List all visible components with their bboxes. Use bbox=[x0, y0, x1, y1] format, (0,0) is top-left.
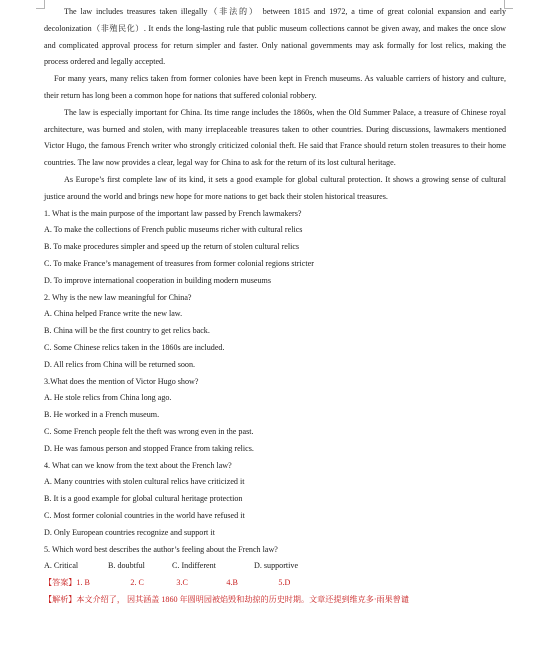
question-3 bbox=[44, 374, 506, 458]
answer-option: A. China helped France write the new law. bbox=[44, 309, 183, 319]
answer-option: D. supportive bbox=[254, 561, 299, 571]
answer-key-item: 5.D bbox=[278, 578, 291, 588]
analysis-text: 本文介绍了， 因其涵盖 1860 年圆明园被焰毁和劫掠的历史时期。文章还提到维克多·雨果曾谴 bbox=[76, 594, 409, 604]
answer-key-item: 2. C bbox=[130, 578, 144, 588]
answer-option: B. It is a good example for global cultural heritage protection bbox=[44, 494, 243, 504]
answer-option: B. He worked in a French museum. bbox=[44, 410, 160, 420]
answer-option: C. Most former colonial countries in the world have refused it bbox=[44, 510, 245, 520]
answer-option: D. Only European countries recognize and support it bbox=[44, 527, 215, 537]
answer-option: A. He stole relics from China long ago. bbox=[44, 393, 172, 403]
answer-key bbox=[44, 575, 506, 592]
analysis-label: 【解析】 bbox=[44, 594, 77, 604]
question-stem: 4. What can we know from the text about the French law? bbox=[44, 460, 232, 470]
passage-paragraph: The law includes treasures taken illegally（非法的） between 1815 and 1972, a time of great colonial expansion and early decolonization（非殖民化）. It ends the long-lasting rule that public museum collections cannot be given away, and makes the once slow and complicated approval process for return simpler and faster. Only national governments may ask formally for lost relics, making the process ordered and legally accepted. bbox=[44, 7, 506, 67]
answer-option: D. He was famous person and stopped France from taking relics. bbox=[44, 443, 254, 453]
answer-option: B. doubtful bbox=[108, 561, 145, 571]
document-page bbox=[44, 4, 506, 609]
answer-option: B. China will be the first country to get relics back. bbox=[44, 326, 210, 336]
question-5 bbox=[44, 542, 506, 576]
answer-key-item: 4.B bbox=[226, 578, 238, 588]
answer-key-label: 【答案】 bbox=[44, 578, 77, 588]
answer-option: C. Some French people felt the theft was wrong even in the past. bbox=[44, 426, 254, 436]
answer-option: D. All relics from China will be returned soon. bbox=[44, 359, 196, 369]
answer-option: C. To make France’s management of treasures from former colonial regions stricter bbox=[44, 258, 314, 268]
answer-key-item: 1. B bbox=[76, 578, 90, 588]
question-4 bbox=[44, 458, 506, 542]
answer-option: C. Indifferent bbox=[172, 561, 216, 571]
question-stem: 5. Which word best describes the author’s feeling about the French law? bbox=[44, 544, 278, 554]
analysis bbox=[44, 592, 506, 609]
answer-key-item: 3.C bbox=[176, 578, 188, 588]
question-stem: 3.What does the mention of Victor Hugo show? bbox=[44, 376, 199, 386]
passage-paragraph: For many years, many relics taken from former colonies have been kept in French museums. As valuable carriers of history and culture, their return has long been a common hope for nations that suffered colonial robbery. bbox=[44, 74, 506, 100]
passage-paragraph: The law is especially important for China. Its time range includes the 1860s, when the Old Summer Palace, a treasure of Chinese royal architecture, was burned and stolen, with many irreplaceable treasures taken to other countries. During discussions, lawmakers mentioned Victor Hugo, the famous French writer who strongly criticized colonial theft. He said that France should return stolen treasures to their home countries. The law now provides a clear, legal way for China to ask for the return of its lost cultural heritage. bbox=[44, 107, 506, 168]
question-stem: 2. Why is the new law meaningful for China? bbox=[44, 292, 192, 302]
answer-option: D. To improve international cooperation in building modern museums bbox=[44, 275, 271, 285]
answer-option: B. To make procedures simpler and speed up the return of stolen cultural relics bbox=[44, 242, 300, 252]
answer-option: A. To make the collections of French public museums richer with cultural relics bbox=[44, 225, 303, 235]
question-1 bbox=[44, 206, 506, 290]
inline-options bbox=[44, 558, 506, 575]
answer-option: C. Some Chinese relics taken in the 1860s are included. bbox=[44, 342, 225, 352]
passage-paragraph: As Europe’s first complete law of its kind, it sets a good example for global cultural protection. It shows a growing sense of cultural justice around the world and brings new hope for more nations to get back their stolen historical treasures. bbox=[44, 174, 506, 201]
question-stem: 1. What is the main purpose of the important law passed by French lawmakers? bbox=[44, 208, 302, 218]
answer-option: A. Critical bbox=[44, 561, 79, 571]
answer-option: A. Many countries with stolen cultural relics have criticized it bbox=[44, 477, 245, 487]
question-2 bbox=[44, 290, 506, 374]
